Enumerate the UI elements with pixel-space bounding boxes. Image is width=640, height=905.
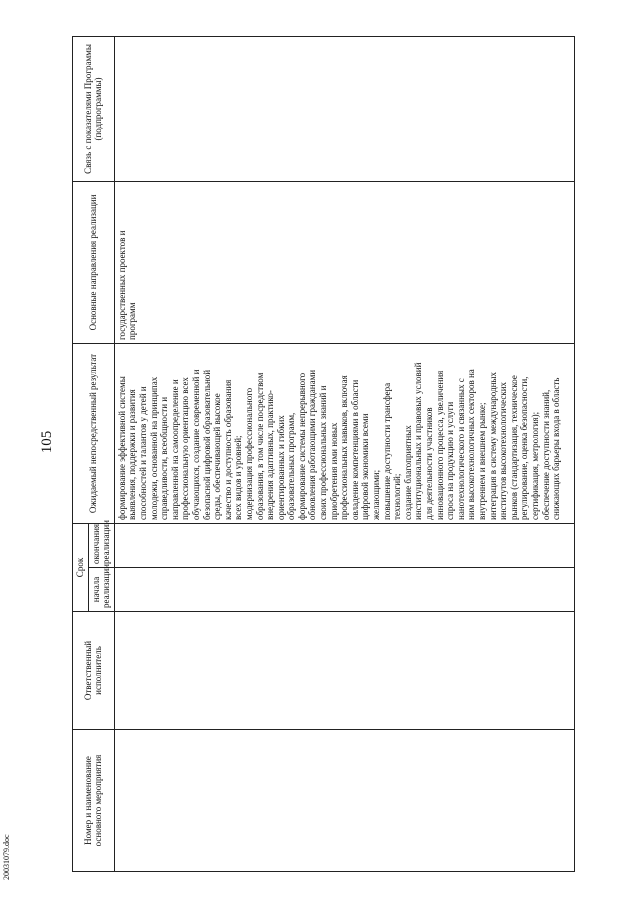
- text-line: внутреннем и внешнем рынке;: [476, 402, 487, 520]
- header-start: начала реализации: [88, 568, 114, 612]
- text-line: среды, обеспечивающей высокое: [212, 393, 223, 520]
- text-line: всех видов и уровней;: [233, 435, 244, 520]
- text-line: технологий;: [392, 473, 403, 520]
- text-line: способностей и талантов у детей и: [137, 386, 148, 520]
- text-line: институтов высокотехнологических: [498, 381, 509, 520]
- header-result: Ожидаемый непосредственный результат: [73, 343, 115, 523]
- text-line: своих профессиональных знаний и: [318, 385, 329, 520]
- text-line: образовательных программ,: [286, 412, 297, 520]
- text-line: безопасной цифровой образовательной: [201, 369, 212, 520]
- text-line: приобретения ими новых: [328, 422, 339, 520]
- measures-table: [72, 36, 575, 872]
- text-line: обучающихся, создание современной и: [190, 369, 201, 520]
- text-line: программ: [127, 302, 138, 340]
- text-line: выявления, поддержки и развития: [127, 389, 138, 520]
- text-line: интеграция в систему международных: [487, 372, 498, 520]
- cell-executor: [114, 612, 574, 730]
- text-line: спроса на продукцию и услуги: [445, 401, 456, 520]
- text-line: повышение доступности трансфера: [381, 382, 392, 520]
- text-line: обновления работающими гражданами: [307, 369, 318, 520]
- text-line: формирование системы непрерывного: [296, 372, 307, 520]
- cell-result: [114, 343, 574, 523]
- text-line: ориентированных и гибких: [275, 415, 286, 520]
- cell-end: [114, 523, 574, 567]
- text-line: направленной на самоопределение и: [169, 379, 180, 520]
- text-line: овладение компетенциями в области: [349, 379, 360, 520]
- directions-text: [117, 185, 138, 340]
- text-line: качество и доступность образования: [222, 379, 233, 520]
- text-line: желающими;: [371, 469, 382, 520]
- text-line: образования, в том числе посредством: [254, 372, 265, 520]
- header-term: Срок: [73, 523, 89, 611]
- text-line: для деятельности участников: [424, 407, 434, 520]
- header-end: окончания реализации: [88, 523, 114, 567]
- document-filename: 20031079.doc: [2, 834, 11, 880]
- text-line: внедрения адаптивных, практико-: [265, 390, 276, 520]
- header-directions: Основные направления реализации: [73, 181, 115, 343]
- text-line: профессиональную ориентацию всех: [180, 377, 191, 520]
- cell-start: [114, 568, 574, 612]
- text-line: профессиональных навыков, включая: [339, 375, 350, 520]
- text-line: создание благоприятных: [402, 425, 413, 520]
- header-row: [73, 36, 89, 871]
- rotated-table-container: [72, 37, 602, 872]
- text-line: сертификация, метрология);: [529, 411, 540, 520]
- text-line: справедливости, всеобщности и: [159, 396, 170, 520]
- header-measure: Номер и наименование основного мероприятия: [73, 730, 115, 872]
- text-line: обеспечение доступности знаний,: [540, 389, 551, 520]
- text-line: снижающих барьеры входа в область: [551, 377, 562, 520]
- text-line: цифровой экономики всеми: [360, 413, 371, 520]
- page-number: 105: [39, 430, 55, 454]
- text-line: молодежи, основанной на принципах: [148, 376, 159, 520]
- cell-link: [114, 36, 574, 181]
- header-executor: Ответственный исполнитель: [73, 612, 115, 730]
- text-line: формирование эффективной системы: [116, 376, 127, 520]
- text-line: государственных проектов и: [116, 230, 127, 340]
- text-line: регулирование, оценка безопасности,: [519, 376, 530, 520]
- text-line: инновационного процесса, увеличения: [434, 370, 445, 520]
- header-link: Связь с показателями Программы (подпрограммы): [73, 36, 115, 181]
- text-line: модернизация профессионального: [243, 387, 254, 520]
- result-text: [117, 347, 562, 520]
- cell-measure: [114, 730, 574, 872]
- table-row: [114, 36, 574, 871]
- text-line: институциональных и правовых условий: [413, 362, 424, 520]
- text-line: ним высокотехнологичных секторов на: [466, 369, 477, 520]
- text-line: рынков (стандартизация, техническое: [508, 375, 519, 520]
- text-line: нанотехнологического и связанных с: [455, 378, 466, 520]
- cell-directions: [114, 181, 574, 343]
